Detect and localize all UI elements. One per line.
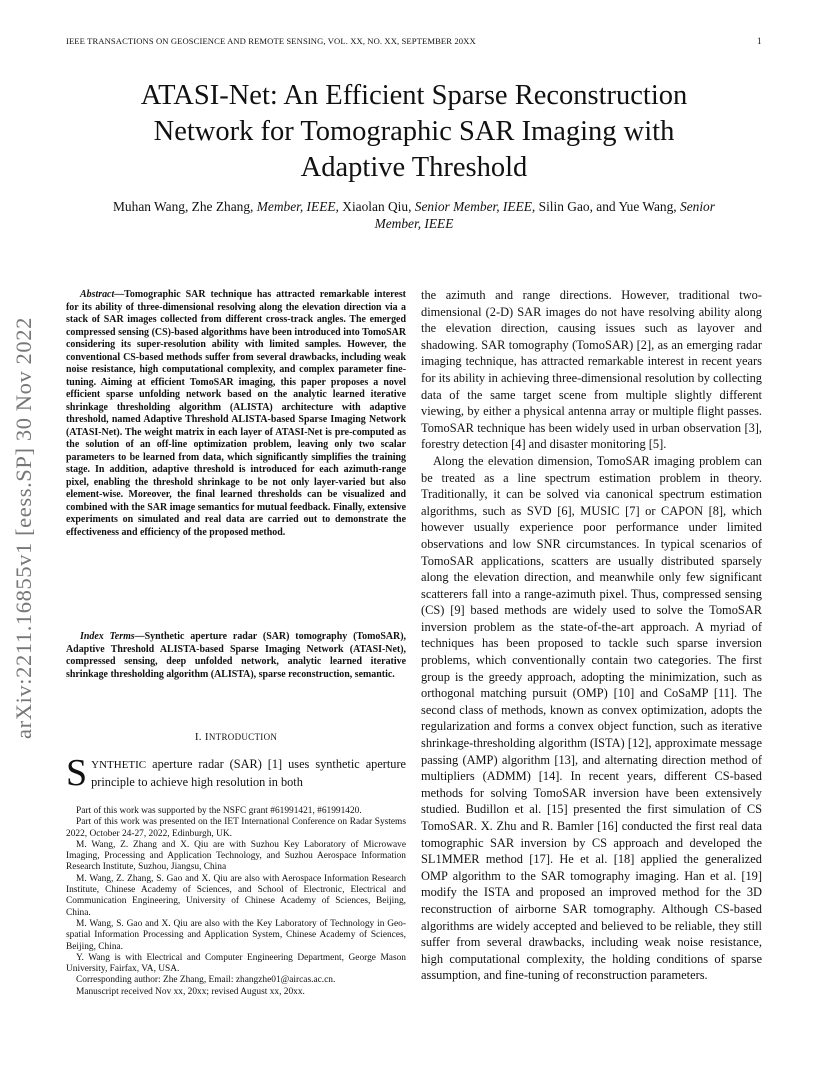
author-affil: Member, IEEE: [374, 216, 454, 231]
author-line-1: [66, 198, 762, 215]
index-terms: [66, 631, 406, 681]
title-line: ATASI-Net: An Efficient Sparse Reconstruction: [140, 80, 688, 111]
author-affil: Senior Member, IEEE,: [414, 199, 536, 214]
section-heading: [66, 731, 406, 743]
author-affil: Senior: [680, 199, 715, 214]
body-paragraph: the azimuth and range directions. However, traditional two-dimensional (2-D) SAR images do not have resolving ability along the elevation direction, causing issues such as layover and shadowing. SAR tomography (TomoSAR) [2], as an emerging radar imaging technique, has attracted remarkable interest in recent years for its ability in achieving three-dimensional resolution by collecting data of the same target scene from multiple slightly different viewing, by either a physical antenna array or multiple flight passes. TomoSAR technique has been widely used in urban observation [3], forestry detection [4] and disaster monitoring [5].: [421, 288, 762, 452]
section-title-rest: NTRODUCTION: [208, 732, 278, 742]
abstract: [66, 289, 406, 539]
arxiv-stamp-text: arXiv:2211.16855v1 [eess.SP] 30 Nov 2022: [11, 317, 36, 739]
footnote: Part of this work was supported by the NSFC grant #61991421, #61991420.: [76, 806, 362, 816]
footnotes: [66, 806, 406, 998]
paper-title: [66, 78, 762, 186]
intro-paragraph: [66, 752, 406, 794]
footnote: Manuscript received Nov xx, 20xx; revised August xx, 20xx.: [76, 986, 305, 997]
footnote: M. Wang, S. Gao and X. Qiu are also with the Key Laboratory of Technology in Geo-spatial Information Processing and Application System, Chinese Academy of Sciences, Beijing, China.: [66, 918, 406, 952]
author-text: Xiaolan Qiu,: [338, 199, 415, 214]
author-affil: Member, IEEE,: [256, 199, 339, 214]
intro-first-word: YNTHETIC: [91, 759, 147, 771]
author-line-2: [66, 215, 762, 232]
footnote: Part of this work was presented on the IET International Conference on Radar Systems 2022, October 24-27, 2022, Edinburgh, UK.: [66, 817, 406, 839]
arxiv-stamp: [2, 278, 46, 778]
abstract-label: Abstract: [80, 289, 115, 300]
footnote: M. Wang, Z. Zhang, S. Gao and X. Qiu are also with Aerospace Information Research Institute, Chinese Academy of Sciences, and School of Electronic, Electrical and Communication Engineering, University of Chinese Academy of Sciences, Beijing, China.: [66, 873, 406, 918]
right-column: [421, 287, 762, 984]
index-terms-label: Index Terms: [80, 631, 135, 642]
drop-cap: S: [66, 752, 88, 794]
footnote: Y. Wang is with Electrical and Computer Engineering Department, George Mason University, Fairfax, VA, USA.: [66, 952, 406, 975]
section-title-first: I: [204, 731, 209, 743]
intro-text: aperture radar (SAR) [1] uses synthetic aperture principle to achieve high resolution in both: [91, 757, 406, 789]
author-list: [66, 198, 762, 232]
abstract-text: —Tomographic SAR technique has attracted remarkable interest for its ability of three-dimensional resolving along the elevation direction via a stack of SAR images collected from different cross-track angles. The emerged compressed sensing (CS)-based algorithms have been introduced into TomoSAR considering its super-resolution ability with limited samples. However, the conventional CS-based methods suffer from several drawbacks, including weak noise resistance, high computational complexity, and complex parameter fine-tuning. Aiming at efficient TomoSAR imaging, this paper proposes a novel efficient sparse unfolding network based on the analytic learned iterative shrinkage thresholding algorithm (ALISTA) architecture with adaptive threshold, named Adaptive Threshold ALISTA-based Sparse Imaging Network (ATASI-Net). The weight matrix in each layer of ATASI-Net is pre-computed as the solution of an off-line optimization problem, leaving only two scalar parameters to be learned from data, which significantly simplifies the training stage. In addition, adaptive threshold is introduced for each azimuth-range pixel, enabling the threshold shrinkage to be not only layer-varied but also element-wise. Moreover, the final learned thresholds can be visualized and combined with the SAR image semantics for mutual feedback. Finally, extensive experiments on simulated and real data are carried out to demonstrate the effectiveness and efficiency of the proposed method.: [66, 289, 406, 538]
body-paragraph: Along the elevation dimension, TomoSAR imaging problem can be treated as a line spectrum estimation problem in theory. Traditionally, it can be solved via canonical spectrum estimation algorithms, such as SVD [6], MUSIC [7] or CAPON [8], which however usually experience poor performance under limited observations and low SNR circumstances. In typical scenarios of TomoSAR applications, scatters are usually distributed sparsely along the elevation direction, and meanwhile only few significant scatterers fall into a range-azimuth pixel. Thus, compressed sensing (CS) [9] based methods are widely used to solve the TomoSAR inversion problem as the state-of-the-art approach. A myriad of techniques has been proposed to tackle such sparse inversion problems, which conventionally contain two categories. The first group is the greedy approach, adopting the minimization, such as orthogonal matching pursuit (OMP) [10] and CoSaMP [11]. The second class of methods, known as convex optimization, adopts the regularization and forms a convex object function, such as iterative shrinkage-thresholding algorithm (ISTA) [12], approximate message passing (AMP) algorithm [13], and alternating direction method of multipliers (ADMM) [14]. In recent years, different CS-based methods for solving TomoSAR inversion have been extensively studied. Budillon et al. [15] presented the first simulation of CS TomoSAR. X. Zhu and R. Bamler [16] conducted the first real data tomographic SAR inversion by CS approach and developed the SL1MMER method [17]. He et al. [18] applied the generalized OMP algorithm to the SAR tomography imaging. Han et al. [19] modify the ISTA and proposed an improved method for the 3D reconstruction of airborne SAR tomography. Although CS-based algorithms are widely accepted and believed to be reliable, they still suffer from several drawbacks, including weak noise resistance, high computational complexity, the holding conditions of sparse assumption, and fine-tuning of reconstruction parameters.: [421, 453, 762, 983]
author-text: Silin Gao, and Yue Wang,: [535, 199, 680, 214]
author-text: Muhan Wang, Zhe Zhang,: [113, 199, 257, 214]
footnote: Corresponding author: Zhe Zhang, Email: zhangzhe01@aircas.ac.cn.: [76, 975, 336, 986]
section-number: I.: [194, 731, 205, 743]
footnote: M. Wang, Z. Zhang and X. Qiu are with Suzhou Key Laboratory of Microwave Imaging, Processing and Application Technology, and Suzhou Aerospace Information Research Institute, Suzhou, Jiangsu, China: [66, 839, 406, 873]
page-number: 1: [757, 36, 762, 46]
title-line: Adaptive Threshold: [300, 152, 528, 183]
running-header: IEEE TRANSACTIONS ON GEOSCIENCE AND REMOTE SENSING, VOL. XX, NO. XX, SEPTEMBER 20XX: [66, 36, 476, 46]
title-line: Network for Tomographic SAR Imaging with: [153, 116, 675, 147]
index-terms-text: —Synthetic aperture radar (SAR) tomography (TomoSAR), Adaptive Threshold ALISTA-based Sparse Imaging Network (ATASI-Net), compressed sensing, deep unfolded network, analytic learned iterative shrinkage thresholding algorithm (ALISTA), sparse reconstruction, semantic.: [66, 631, 406, 680]
